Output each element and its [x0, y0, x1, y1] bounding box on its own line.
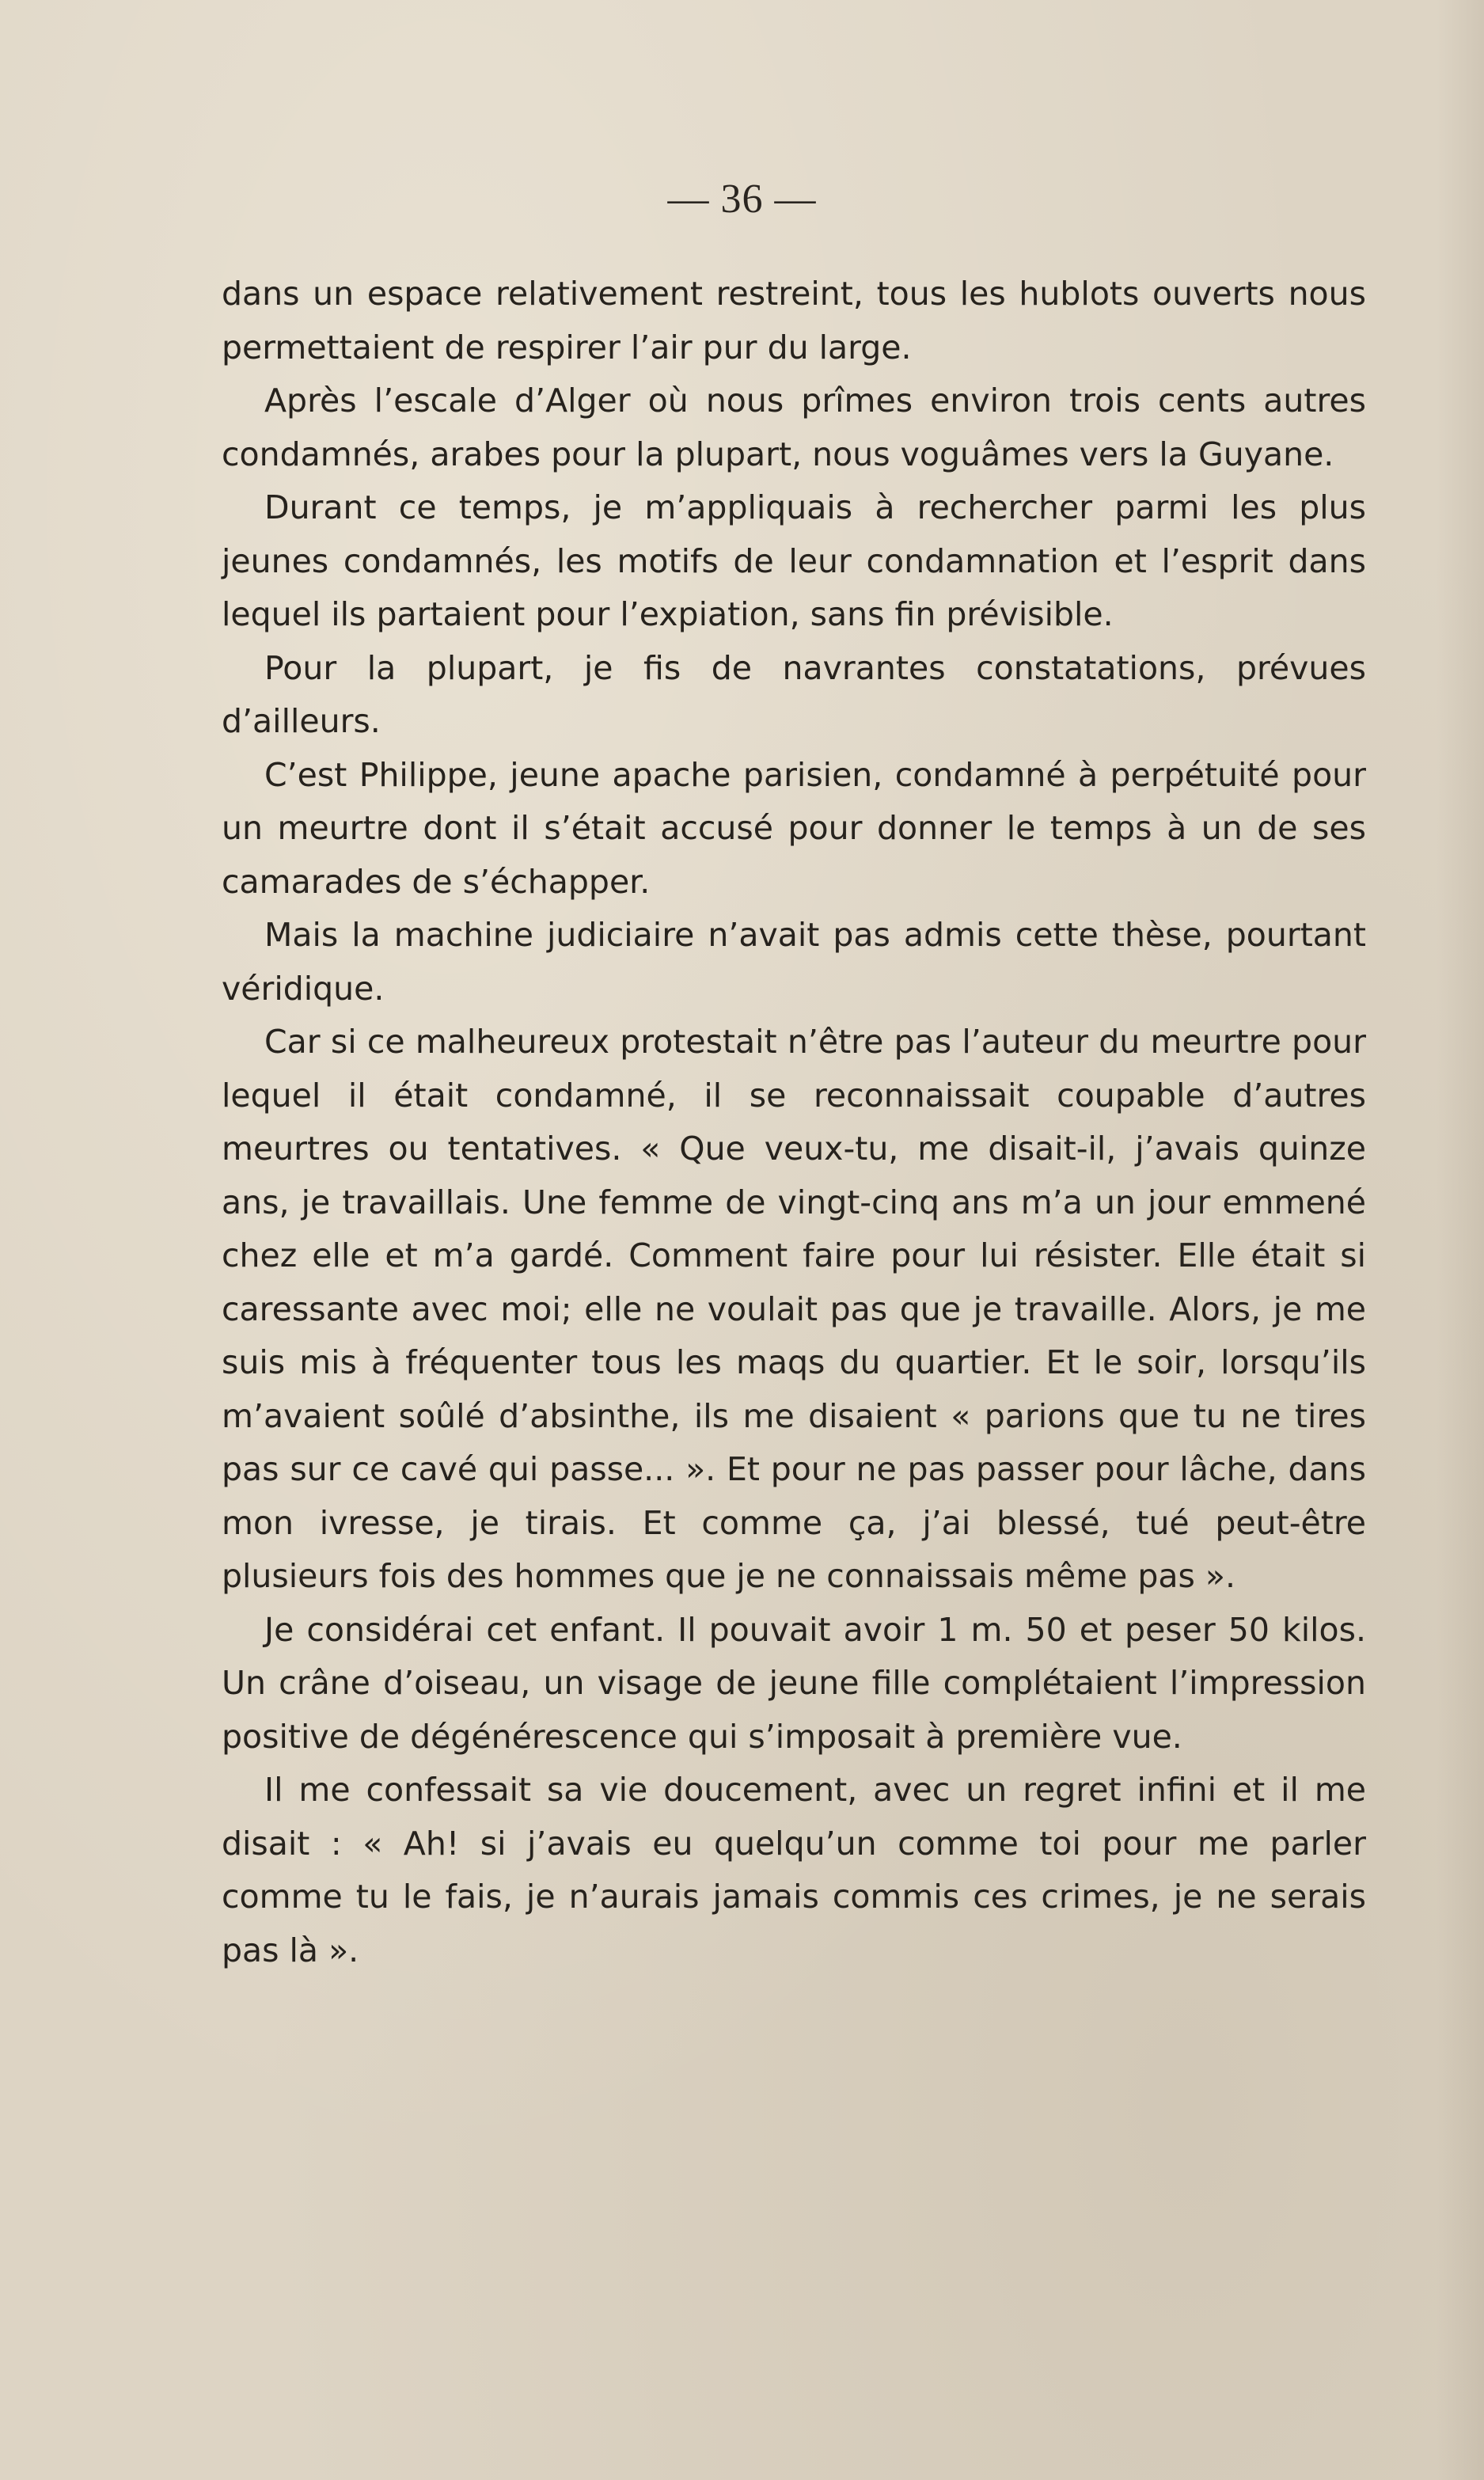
- paragraph: Je considérai cet enfant. Il pouvait avoir 1 m. 50 et peser 50 kilos. Un crâne d’oiseau, un visage de jeune fille complétaient l’impression positive de dégénérescence qui s’imposait à première vue.: [222, 1610, 1366, 1756]
- paragraph: C’est Philippe, jeune apache parisien, condamné à perpétuité pour un meurtre dont il s’était accusé pour donner le temps à un de ses camarades de s’échapper.: [222, 755, 1366, 901]
- paragraph: Il me confessait sa vie doucement, avec un regret infini et il me disait : « Ah! si j’avais eu quelqu’un comme toi pour me parler comme tu le fais, je n’aurais jamais commis ces crimes, je ne serais pas là ».: [222, 1771, 1366, 1969]
- paragraph: Après l’escale d’Alger où nous prîmes environ trois cents autres condamnés, arabes pour la plupart, nous voguâmes vers la Guyane.: [222, 382, 1366, 473]
- paragraph: Mais la machine judiciaire n’avait pas admis cette thèse, pourtant véridique.: [222, 916, 1366, 1008]
- page-edge-shadow: [1437, 0, 1484, 2480]
- paragraph: Durant ce temps, je m’appliquais à rechercher parmi les plus jeunes condamnés, les motifs de leur condamnation et l’esprit dans lequel ils partaient pour l’expiation, sans fin prévisible.: [222, 488, 1366, 633]
- page-number: — 36 —: [667, 177, 817, 222]
- body-text: [222, 268, 1366, 1977]
- paragraph: Pour la plupart, je fis de navrantes constatations, prévues d’ailleurs.: [222, 648, 1366, 740]
- paragraph: Car si ce malheureux protestait n’être pas l’auteur du meurtre pour lequel il était condamné, il se reconnaissait coupable d’autres meurtres ou tentatives. « Que veux-tu, me disait-il, j’avais quinze ans, je travaillais. Une femme de vingt-cinq ans m’a un jour emmené chez elle et m’a gardé. Comment faire pour lui résister. Elle était si caressante avec moi; elle ne voulait pas que je travaille. Alors, je me suis mis à fréquenter tous les maqs du quartier. Et le soir, lorsqu’ils m’avaient soûlé d’absinthe, ils me disaient « parions que tu ne tires pas sur ce cavé qui passe... ». Et pour ne pas passer pour lâche, dans mon ivresse, je tirais. Et comme ça, j’ai blessé, tué peut-être plusieurs fois des hommes que je ne connaissais même pas ».: [222, 1023, 1366, 1595]
- paragraph: dans un espace relativement restreint, tous les hublots ouverts nous permettaient de respirer l’air pur du large.: [222, 275, 1366, 366]
